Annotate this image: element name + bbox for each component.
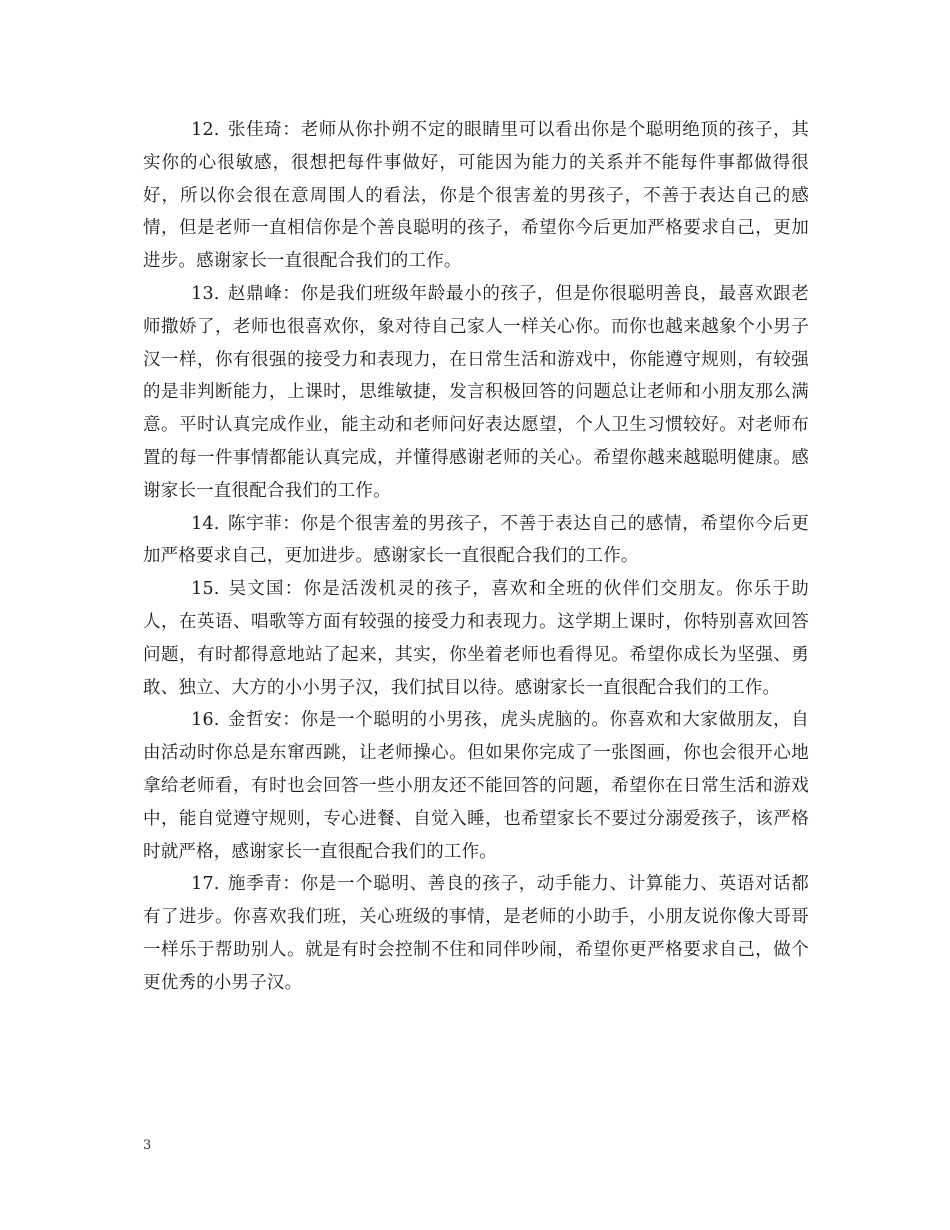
comment-paragraph-14 xyxy=(143,508,809,574)
page-number: 3 xyxy=(143,1138,152,1153)
paragraph-number: 15. xyxy=(191,579,220,600)
paragraph-text: 赵鼎峰：你是我们班级年龄最小的孩子，但是你很聪明善良，最喜欢跟老师撒娇了，老师也很喜欢你，象对待自己家人一样关心你。而你也越来越象个小男子汉一样，你有很强的接受力和表现力，在日常生活和游戏中，你能遵守规则，有较强的是非判断能力，上课时，思维敏捷，发言积极回答的问题总让老师和小朋友那么满意。平时认真完成作业，能主动和老师问好表达愿望，个人卫生习惯较好。对老师布置的每一件事情都能认真完成，并懂得感谢老师的关心。希望你越来越聪明健康。感谢家长一直很配合我们的工作。 xyxy=(143,283,809,501)
paragraph-text: 施季青：你是一个聪明、善良的孩子，动手能力、计算能力、英语对话都有了进步。你喜欢我们班，关心班级的事情，是老师的小助手，小朋友说你像大哥哥一样乐于帮助别人。就是有时会控制不住和同伴吵闹，希望你更严格要求自己，做个更优秀的小男子汉。 xyxy=(143,874,809,993)
document-body xyxy=(143,114,809,1000)
paragraph-number: 16. xyxy=(191,710,220,731)
paragraph-number: 14. xyxy=(191,513,220,534)
comment-paragraph-13 xyxy=(143,278,809,508)
paragraph-number: 17. xyxy=(191,874,220,895)
paragraph-text: 张佳琦：老师从你扑朔不定的眼睛里可以看出你是个聪明绝顶的孩子，其实你的心很敏感，很想把每件事做好，可能因为能力的关系并不能每件事都做得很好，所以你会很在意周围人的看法，你是个很害羞的男孩子，不善于表达自己的感情，但是老师一直相信你是个善良聪明的孩子，希望你今后更加严格要求自己，更加进步。感谢家长一直很配合我们的工作。 xyxy=(143,120,809,272)
comment-paragraph-12 xyxy=(143,114,809,278)
paragraph-text: 金哲安：你是一个聪明的小男孩，虎头虎脑的。你喜欢和大家做朋友，自由活动时你总是东窜西跳，让老师操心。但如果你完成了一张图画，你也会很开心地拿给老师看，有时也会回答一些小朋友还不能回答的问题，希望你在日常生活和游戏中，能自觉遵守规则，专心进餐、自觉入睡，也希望家长不要过分溺爱孩子，该严格时就严格，感谢家长一直很配合我们的工作。 xyxy=(143,710,809,862)
comment-paragraph-16 xyxy=(143,704,809,868)
paragraph-number: 12. xyxy=(191,120,220,140)
comment-paragraph-15 xyxy=(143,573,809,704)
paragraph-number: 13. xyxy=(191,283,220,304)
paragraph-text: 吴文国：你是活泼机灵的孩子，喜欢和全班的伙伴们交朋友。你乐于助人，在英语、唱歌等方面有较强的接受力和表现力。这学期上课时，你特别喜欢回答问题，有时都得意地站了起来，其实，你坐着老师也看得见。希望你成长为坚强、勇敢、独立、大方的小小男子汉，我们拭目以待。感谢家长一直很配合我们的工作。 xyxy=(143,579,809,698)
paragraph-text: 陈宇菲：你是个很害羞的男孩子，不善于表达自己的感情，希望你今后更加严格要求自己，更加进步。感谢家长一直很配合我们的工作。 xyxy=(143,513,809,567)
comment-paragraph-17 xyxy=(143,868,809,999)
